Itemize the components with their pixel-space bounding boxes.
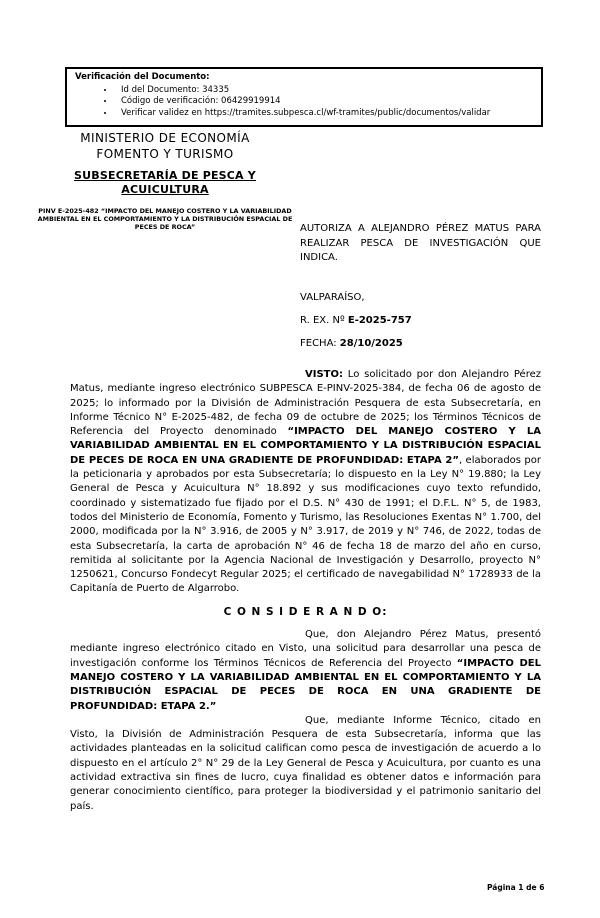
- date-label: FECHA:: [300, 338, 340, 349]
- considerando-paragraph-2: Que, mediante Informe Técnico, citado en Visto, la División de Administración Pesquera de esta Subsecretaría, informa que las actividades planteadas en la solicitud califican como pesca de investigación de acuerdo a lo dispuesto en el artículo 2° N° 29 de la Ley General de Pesca y Acuicultura, por cuanto es una actividad extractiva sin fines de lucro, cuya finalidad es obtener datos e información para generar conocimiento científico, para proteger la biodiversidad y el patrimonio sanitario del país.: [70, 714, 541, 812]
- considerando-heading: C O N S I D E R A N D O:: [223, 605, 388, 618]
- verification-item-document-id: • Id del Documento: 34335: [115, 85, 535, 97]
- visto-label: VISTO:: [305, 369, 343, 380]
- document-body: [70, 368, 541, 814]
- subsecretaria-title: [28, 169, 302, 197]
- ministry-name-line2: FOMENTO Y TURISMO: [96, 146, 234, 161]
- resolution-subject: AUTORIZA A ALEJANDRO PÉREZ MATUS PARA REALIZAR PESCA DE INVESTIGACIÓN QUE INDICA.: [300, 223, 541, 263]
- ministry-name-line1: MINISTERIO DE ECONOMÍA: [80, 131, 250, 145]
- date-value: 28/10/2025: [339, 338, 403, 349]
- city-line: VALPARAÍSO,: [300, 292, 365, 303]
- subsecretaria-line1: SUBSECRETARÍA DE PESCA Y: [74, 169, 256, 182]
- considerando-paragraph-1: [70, 628, 541, 714]
- verification-list: [75, 85, 535, 120]
- project-reference: PINV E-2025-482 “IMPACTO DEL MANEJO COSTERO Y LA VARIABILIDAD AMBIENTAL EN EL COMPORTAMIENTO Y LA DISTRIBUCIÓN ESPACIAL DE PECES DE ROCA”: [37, 207, 293, 231]
- resolution-number-line: [300, 315, 412, 326]
- considerando-1-project-title: “IMPACTO DEL MANEJO COSTERO Y LA VARIABILIDAD AMBIENTAL EN EL COMPORTAMIENTO Y LA DISTRIBUCIÓN ESPACIAL DE PECES DE ROCA EN UNA GRADIENTE DE PROFUNDIDAD: ETAPA 2.”: [70, 657, 541, 712]
- visto-project-title: “IMPACTO DEL MANEJO COSTERO Y LA VARIABILIDAD AMBIENTAL EN EL COMPORTAMIENTO Y LA DISTRIBUCIÓN ESPACIAL DE PECES DE ROCA EN UNA GRADIENTE DE PROFUNDIDAD: ETAPA 2”: [70, 426, 542, 466]
- letterhead: [28, 131, 302, 231]
- considerando-1-text: Que, don Alejandro Pérez Matus, presentó mediante ingreso electrónico citado en Visto, una solicitud para desarrollar una pesca de investigación conforme los Términos Técnicos de Referencia del Proyecto: [70, 629, 541, 669]
- verification-box: [65, 67, 543, 127]
- subsecretaria-line2: ACUICULTURA: [121, 183, 209, 196]
- visto-text-2: , elaborados por la peticionaria y aprobados por esta Subsecretaría; lo dispuesto en la Ley N° 19.880; la Ley General de Pesca y Acuicultura N° 18.892 y sus modificaciones cuyo texto refundido, coordinado y sistematizado fue fijado por el D.S. N° 430 de 1991; el D.F.L. N° 5, de 1983, todos del Ministerio de Economía, Fomento y Turismo, las Resoluciones Exentas N° 1.700, del 2000, modificada por la N° 3.916, de 2005 y N° 3.917, de 2019 y N° 746, de 2022, todas de esta Subsecretaría, la carta de aprobación N° 46 de fecha 18 de marzo del año en curso, remitida al solicitante por la Agencia Nacional de Investigación y Desarrollo, proyecto N° 1250621, Concurso Fondecyt Regular 2025; el certificado de navegabilidad N° 1728933 de la Capitanía de Puerto de Algarrobo.: [70, 454, 541, 595]
- visto-paragraph: [70, 368, 541, 597]
- visto-text-1: Lo solicitado por don Alejandro Pérez Matus, mediante ingreso electrónico SUBPESCA E-PINV-2025-384, de fecha 06 de agosto de 2025; lo informado por la División de Administración Pesquera de esta Subsecretaría, en Informe Técnico N° E-2025-482, de fecha 09 de octubre de 2025; los Términos Técnicos de Referencia del Proyecto denominado: [70, 369, 541, 438]
- resolution-number: E-2025-757: [347, 315, 412, 326]
- verification-item-url: • Verificar validez en https://tramites.subpesca.cl/wf-tramites/public/documentos/validar: [115, 108, 535, 120]
- verification-title: Verificación del Documento:: [75, 72, 210, 82]
- verification-item-code: • Código de verificación: 06429919914: [115, 96, 535, 108]
- page-number: Página 1 de 6: [487, 883, 545, 892]
- date-line: [300, 338, 403, 349]
- resolution-label: R. EX. Nº: [300, 315, 348, 326]
